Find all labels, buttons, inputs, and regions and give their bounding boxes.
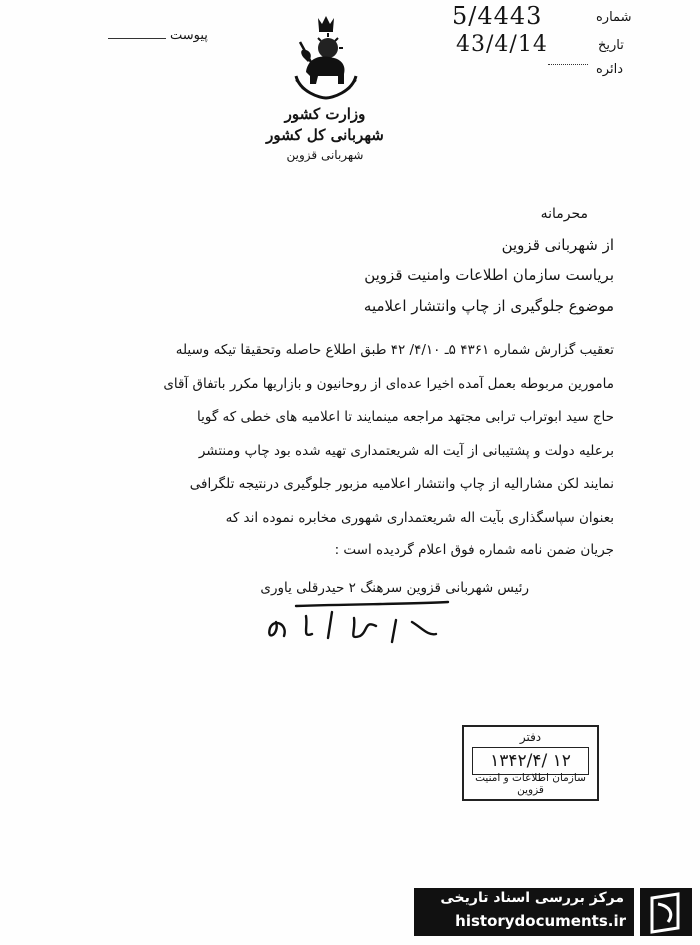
lion-and-sun-emblem-icon	[290, 14, 362, 100]
stamp-title: دفتر	[519, 730, 542, 744]
to-line: بریاست سازمان اطلاعات وامنیت قزوین	[364, 266, 614, 284]
body-line: بعنوان سپاسگذاری بآیت اله شریعتمداری شهوری مخابره نموده اند که	[225, 510, 614, 526]
number-value: 5/4443	[452, 2, 543, 30]
attachment-label: پیوست	[170, 28, 208, 43]
department-label: دائره	[596, 62, 624, 77]
watermark-url: historydocuments.ir	[455, 912, 626, 930]
subject-line: موضوع جلوگیری از چاپ وانتشار اعلامیه	[363, 297, 614, 315]
archive-logo-icon	[640, 888, 692, 936]
stamp-date: ۱۳۴۲/۴/ ۱۲	[472, 747, 589, 775]
body-line: جریان ضمن نامه شماره فوق اعلام گردیده است :	[334, 542, 614, 558]
watermark-title: مرکز بررسی اسناد تاریخی	[440, 890, 624, 906]
body-line: مامورین مربوطه بعمل آمده اخیرا عده‌ای از روحانیون و بازاریها مکرر باتفاق آقای	[163, 376, 614, 392]
ministry-name: وزارت کشور	[284, 105, 366, 123]
body-line: نمایند لکن مشارالیه از چاپ وانتشار اعلامیه مزبور جلوگیری درنتیجه تلگرافی	[189, 476, 614, 492]
qazvin-police-name: شهربانی قزوین	[286, 148, 364, 162]
number-label: شماره	[596, 10, 632, 25]
watermark-banner	[414, 888, 634, 936]
date-value: 43/4/14	[456, 32, 548, 57]
signature-title: رئیس شهربانی قزوین سرهنگ ۲ حیدرقلی یاوری	[260, 580, 529, 596]
from-line: از شهربانی قزوین	[501, 236, 614, 254]
classification-label: محرمانه	[540, 206, 588, 222]
handwritten-signature	[236, 598, 456, 646]
date-label: تاریخ	[598, 38, 624, 53]
body-line: تعقیب گزارش شماره ۴۳۶۱ ۵ـ ۴/۱۰/ ۴۲ طبق اطلاع حاصله وتحقیقا تیکه وسیله	[175, 342, 614, 358]
department-line	[548, 64, 588, 65]
attachment-line	[108, 38, 166, 39]
general-police-name: شهربانی کل کشور	[266, 126, 384, 144]
body-line: حاج سید ابوتراب ترابی مجتهد مراجعه مینمایند تا اعلامیه های خطی که گویا	[196, 409, 614, 425]
registry-stamp	[462, 725, 599, 801]
body-line: برعلیه دولت و پشتیبانی از آیت اله شریعتمداری تهیه شده بود چاپ ومنتشر	[198, 443, 614, 459]
stamp-organization: سازمان اطلاعات و امنیت قزوین	[475, 772, 586, 796]
